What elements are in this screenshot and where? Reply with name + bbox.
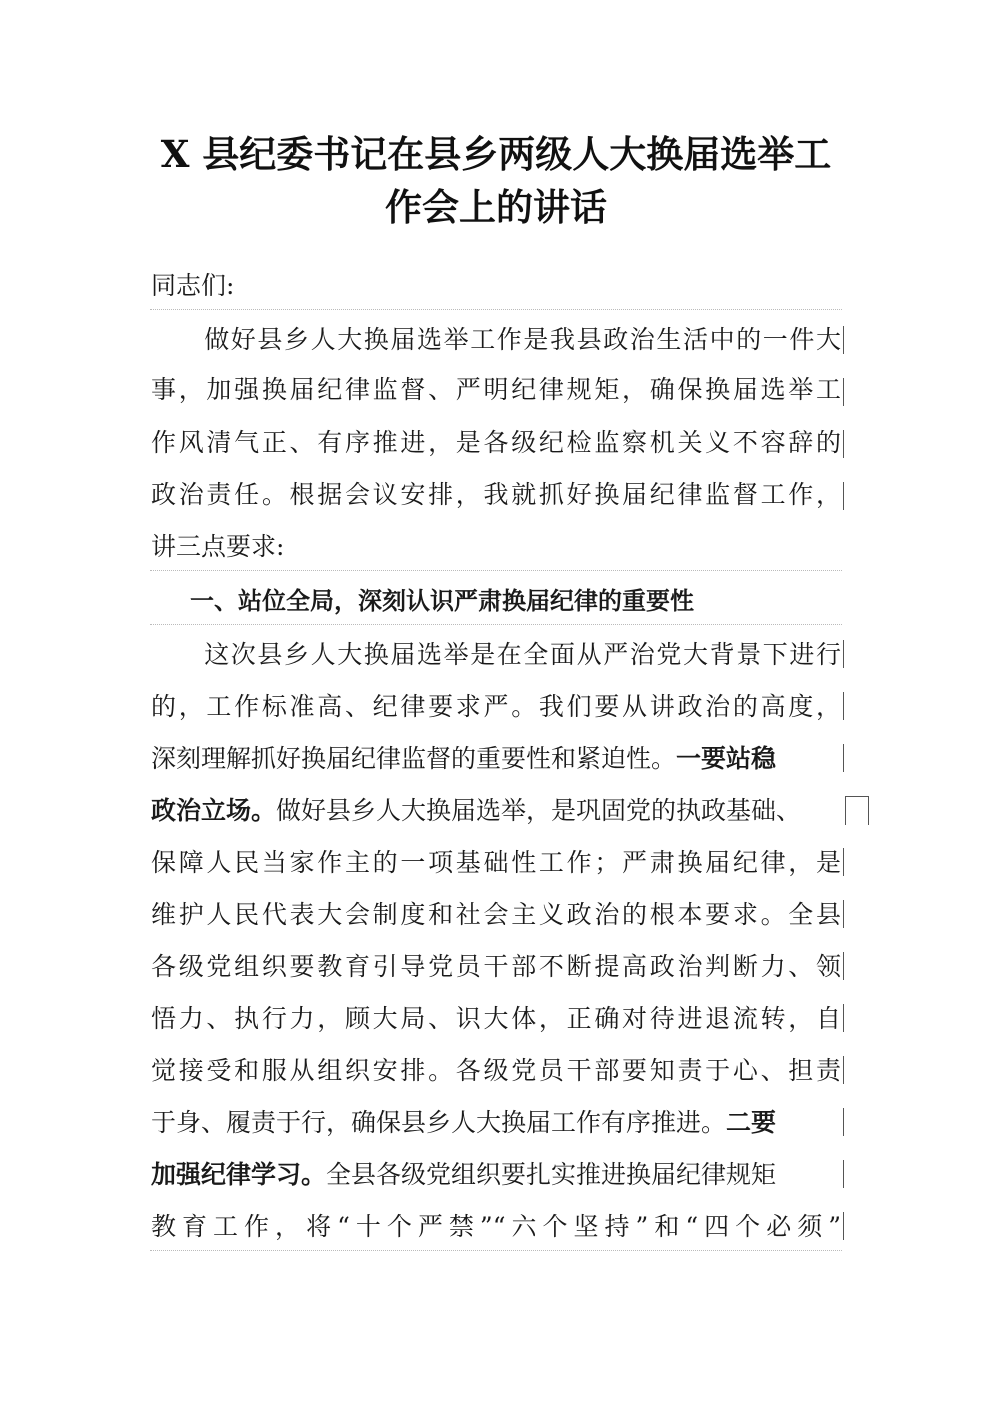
line-end-mark	[843, 1056, 844, 1084]
paragraph-line: 悟力、执行力，顾大局、识大体，正确对待进退流转，自	[151, 1004, 841, 1033]
document-title	[150, 128, 842, 234]
divider	[150, 570, 842, 571]
paragraph-line: 政治责任。根据会议安排，我就抓好换届纪律监督工作，	[151, 480, 841, 509]
text-run: 做好县乡人大换届选举，是巩固党的执政基础、	[276, 796, 802, 825]
title-line-2: 作会上的讲话	[385, 185, 607, 229]
line-end-mark	[843, 326, 844, 354]
paragraph-line	[151, 734, 776, 784]
text-run: 深刻理解抓好换届纪律监督的重要性和紧迫性。	[151, 744, 677, 773]
paragraph-line: 维护人民代表大会制度和社会主义政治的根本要求。全县	[151, 900, 841, 929]
line-end-mark	[843, 1160, 844, 1188]
paragraph-line	[151, 786, 801, 836]
line-end-mark	[843, 1212, 844, 1240]
line-end-mark	[843, 692, 844, 720]
bold-text-run: 加强纪律学习。	[151, 1160, 327, 1189]
line-end-mark	[843, 744, 844, 772]
paragraph-line: 觉接受和服从组织安排。各级党员干部要知责于心、担责	[151, 1056, 841, 1085]
line-end-mark	[843, 1004, 844, 1032]
paragraph-line: 的，工作标准高、纪律要求严。我们要从讲政治的高度，	[151, 692, 841, 721]
line-end-mark	[843, 430, 844, 458]
paragraph-line	[151, 1098, 776, 1148]
paragraph-line: 保障人民当家作主的一项基础性工作；严肃换届纪律，是	[151, 848, 841, 877]
line-end-mark	[843, 640, 844, 668]
paragraph-line: 讲三点要求:	[151, 532, 285, 561]
text-run: 于身、履责于行，确保县乡人大换届工作有序推进。	[151, 1108, 727, 1137]
paragraph-line: 做好县乡人大换届选举工作是我县政治生活中的一件大	[151, 325, 841, 354]
line-end-mark	[843, 848, 844, 876]
line-end-mark	[843, 900, 844, 928]
paragraph-line: 教育工作，将“十个严禁”“六个坚持”和“四个必须”	[151, 1212, 841, 1241]
paragraph-line: 这次县乡人大换届选举是在全面从严治党大背景下进行	[151, 640, 841, 669]
overflow-mark	[845, 796, 869, 825]
paragraph-line: 作风清气正、有序推进，是各级纪检监察机关义不容辞的	[151, 428, 841, 457]
paragraph-line: 事，加强换届纪律监督、严明纪律规矩，确保换届选举工	[151, 375, 841, 404]
line-end-mark	[843, 952, 844, 980]
section-heading: 一、站位全局，深刻认识严肃换届纪律的重要性	[190, 587, 694, 615]
line-end-mark	[843, 378, 844, 406]
paragraph-line: 各级党组织要教育引导党员干部不断提高政治判断力、领	[151, 952, 841, 981]
line-end-mark	[843, 482, 844, 510]
text-run: 全县各级党组织要扎实推进换届纪律规矩	[326, 1160, 777, 1189]
salutation: 同志们:	[151, 271, 235, 300]
divider	[150, 309, 842, 310]
bold-text-run: 一要站稳	[676, 744, 777, 773]
divider	[150, 624, 842, 625]
divider	[150, 1250, 842, 1251]
bold-text-run: 政治立场。	[151, 796, 277, 825]
paragraph-line	[151, 1150, 776, 1200]
bold-text-run: 二要	[726, 1108, 777, 1137]
title-line-1: X 县纪委书记在县乡两级人大换届选举工	[160, 132, 832, 176]
line-end-mark	[843, 1108, 844, 1136]
